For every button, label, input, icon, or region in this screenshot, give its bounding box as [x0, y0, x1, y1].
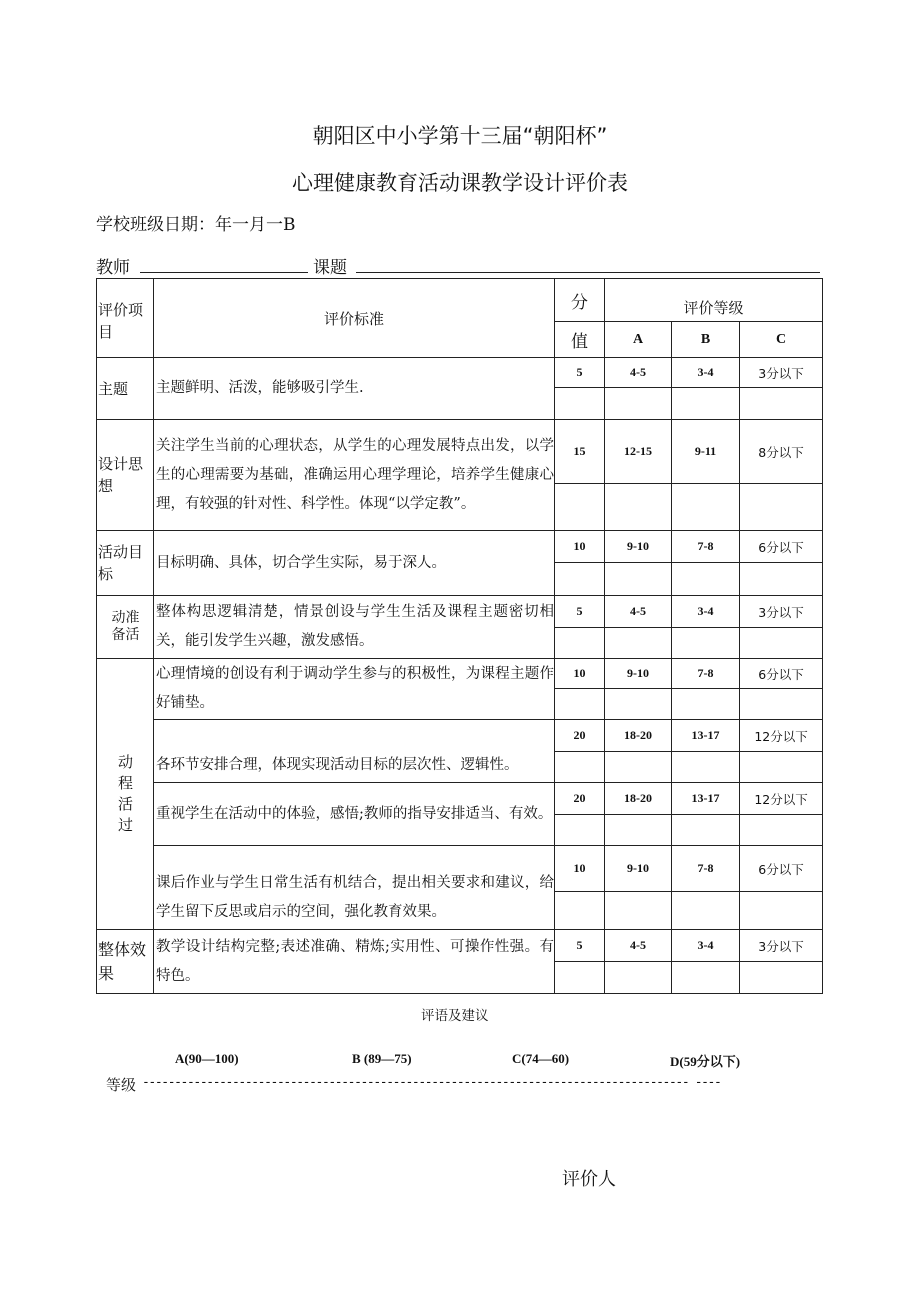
score-value: 5	[555, 358, 605, 388]
grade-b-range: 13-17	[672, 783, 740, 815]
category-overall: 整体效果	[97, 930, 154, 994]
header-item: 评价项目	[97, 279, 154, 358]
score-value: 15	[555, 420, 605, 484]
score-value: 20	[555, 720, 605, 752]
grade-c-range: 8分以下	[740, 420, 823, 484]
score-entry-cell[interactable]	[555, 484, 605, 531]
standard-text: 整体构思逻辑清楚，情景创设与学生生活及课程主题密切相关，能引发学生兴趣，激发感悟。	[154, 596, 555, 659]
category-prep-text: 动准备活	[111, 610, 140, 643]
score-entry-cell[interactable]	[555, 892, 605, 930]
grade-c-range: 3分以下	[740, 358, 823, 388]
score-value: 10	[555, 846, 605, 892]
grade-b-range: 7-8	[672, 846, 740, 892]
score-entry-cell[interactable]	[555, 815, 605, 846]
grade-a-range: 12-15	[605, 420, 672, 484]
grade-a-range: 4-5	[605, 358, 672, 388]
grade-a-label: A(90—100)	[175, 1051, 239, 1066]
grade-b-range: 7-8	[672, 659, 740, 689]
table-row	[97, 596, 823, 628]
score-entry-cell[interactable]	[740, 628, 823, 659]
grade-c-range: 3分以下	[740, 596, 823, 628]
score-entry-cell[interactable]	[605, 689, 672, 720]
category-design: 设计思想	[97, 420, 154, 531]
table-row	[97, 531, 823, 563]
grade-a-range: 18-20	[605, 783, 672, 815]
score-entry-cell[interactable]	[740, 388, 823, 420]
grade-a-range: 9-10	[605, 659, 672, 689]
table-row	[97, 783, 823, 815]
grade-b-range: 13-17	[672, 720, 740, 752]
score-entry-cell[interactable]	[740, 563, 823, 596]
grade-a-range: 9-10	[605, 531, 672, 563]
grade-b-range: 3-4	[672, 358, 740, 388]
score-entry-cell[interactable]	[672, 752, 740, 783]
title-line-2: 心理健康教育活动课教学设计评价表	[292, 171, 628, 195]
category-prep	[97, 596, 154, 659]
grade-a-range: 9-10	[605, 846, 672, 892]
score-entry-cell[interactable]	[672, 388, 740, 420]
table-row	[97, 358, 823, 388]
score-entry-cell[interactable]	[605, 815, 672, 846]
grade-b-range: 9-11	[672, 420, 740, 484]
score-entry-cell[interactable]	[672, 962, 740, 994]
grade-c-range: 6分以下	[740, 659, 823, 689]
score-entry-cell[interactable]	[740, 689, 823, 720]
grade-b-range: 3-4	[672, 596, 740, 628]
grade-b-range: 3-4	[672, 930, 740, 962]
score-entry-cell[interactable]	[672, 484, 740, 531]
grade-a-range: 4-5	[605, 930, 672, 962]
standard-text: 关注学生当前的心理状态，从学生的心理发展特点出发，以学生的心理需要为基础，准确运用心理学理论，培养学生健康心理，有较强的针对性、科学性。体现“以学定教”。	[154, 420, 555, 531]
grade-d-label: D(59分以下)	[670, 1054, 741, 1069]
level-dash-line: ------------------------------------------------------------------------------------- ----	[142, 1075, 721, 1090]
score-entry-cell[interactable]	[672, 689, 740, 720]
score-entry-cell[interactable]	[555, 563, 605, 596]
grade-c-range: 12分以下	[740, 783, 823, 815]
score-entry-cell[interactable]	[605, 962, 672, 994]
standard-text: 主题鲜明、活泼，能够吸引学生.	[154, 358, 555, 420]
grade-a-range: 4-5	[605, 596, 672, 628]
evaluation-table	[96, 278, 823, 994]
table-row	[97, 930, 823, 962]
grade-c-range: 3分以下	[740, 930, 823, 962]
grade-c-range: 6分以下	[740, 531, 823, 563]
header-standard: 评价标准	[154, 279, 555, 358]
header-grade-a: A	[605, 322, 672, 358]
score-entry-cell[interactable]	[605, 628, 672, 659]
grade-c-range: 12分以下	[740, 720, 823, 752]
score-entry-cell[interactable]	[672, 892, 740, 930]
score-entry-cell[interactable]	[740, 892, 823, 930]
score-value: 5	[555, 930, 605, 962]
grade-c-label: C(74—60)	[512, 1051, 570, 1066]
header-score-bottom: 值	[555, 322, 605, 358]
teacher-label: 教师	[96, 258, 130, 278]
comments-label: 评语及建议	[421, 1008, 489, 1024]
header-grade-b: B	[672, 322, 740, 358]
level-label: 等级	[106, 1076, 137, 1094]
evaluator-label: 评价人	[562, 1169, 616, 1190]
school-date-line: 学校班级日期：年一月一B	[96, 215, 296, 235]
score-entry-cell[interactable]	[605, 484, 672, 531]
header-score-top: 分	[555, 279, 605, 322]
table-row	[97, 720, 823, 752]
score-entry-cell[interactable]	[555, 388, 605, 420]
topic-label: 课题	[313, 258, 347, 278]
score-entry-cell[interactable]	[605, 752, 672, 783]
category-process-text: 动程活过	[117, 753, 133, 834]
score-entry-cell[interactable]	[672, 815, 740, 846]
score-value: 10	[555, 659, 605, 689]
score-entry-cell[interactable]	[605, 388, 672, 420]
topic-blank[interactable]	[356, 272, 820, 273]
standard-text: 心理情境的创设有利于调动学生参与的积极性，为课程主题作好铺垫。	[154, 659, 555, 720]
score-entry-cell[interactable]	[672, 563, 740, 596]
grade-a-range: 18-20	[605, 720, 672, 752]
score-entry-cell[interactable]	[740, 752, 823, 783]
score-entry-cell[interactable]	[555, 689, 605, 720]
score-entry-cell[interactable]	[605, 563, 672, 596]
score-value: 20	[555, 783, 605, 815]
category-process	[97, 659, 154, 930]
standard-text: 各环节安排合理，体现实现活动目标的层次性、逻辑性。	[154, 720, 555, 783]
header-grade: 评价等级	[605, 279, 823, 322]
header-grade-c: C	[740, 322, 823, 358]
standard-text: 目标明确、具体，切合学生实际，易于深人。	[154, 531, 555, 596]
teacher-blank[interactable]	[140, 272, 308, 273]
grade-c-range: 6分以下	[740, 846, 823, 892]
table-row	[97, 659, 823, 689]
score-entry-cell[interactable]	[740, 962, 823, 994]
grade-b-label: B (89—75)	[352, 1051, 412, 1066]
score-value: 10	[555, 531, 605, 563]
standard-text: 重视学生在活动中的体验，感悟;教师的指导安排适当、有效。	[154, 783, 555, 846]
table-row	[97, 420, 823, 484]
standard-text: 教学设计结构完整;表述准确、精炼;实用性、可操作性强。有特色。	[154, 930, 555, 994]
standard-text: 课后作业与学生日常生活有机结合，提出相关要求和建议，给学生留下反思或启示的空间，强化教育效果。	[154, 846, 555, 930]
score-entry-cell[interactable]	[555, 752, 605, 783]
title-line-1: 朝阳区中小学第十三届“朝阳杯”	[312, 124, 608, 148]
category-theme: 主题	[97, 358, 154, 420]
score-entry-cell[interactable]	[672, 628, 740, 659]
grade-b-range: 7-8	[672, 531, 740, 563]
table-row	[97, 846, 823, 892]
table-header-row	[97, 279, 823, 322]
score-entry-cell[interactable]	[740, 484, 823, 531]
score-entry-cell[interactable]	[605, 892, 672, 930]
score-entry-cell[interactable]	[555, 962, 605, 994]
score-entry-cell[interactable]	[555, 628, 605, 659]
score-entry-cell[interactable]	[740, 815, 823, 846]
score-value: 5	[555, 596, 605, 628]
category-goal: 活动目标	[97, 531, 154, 596]
